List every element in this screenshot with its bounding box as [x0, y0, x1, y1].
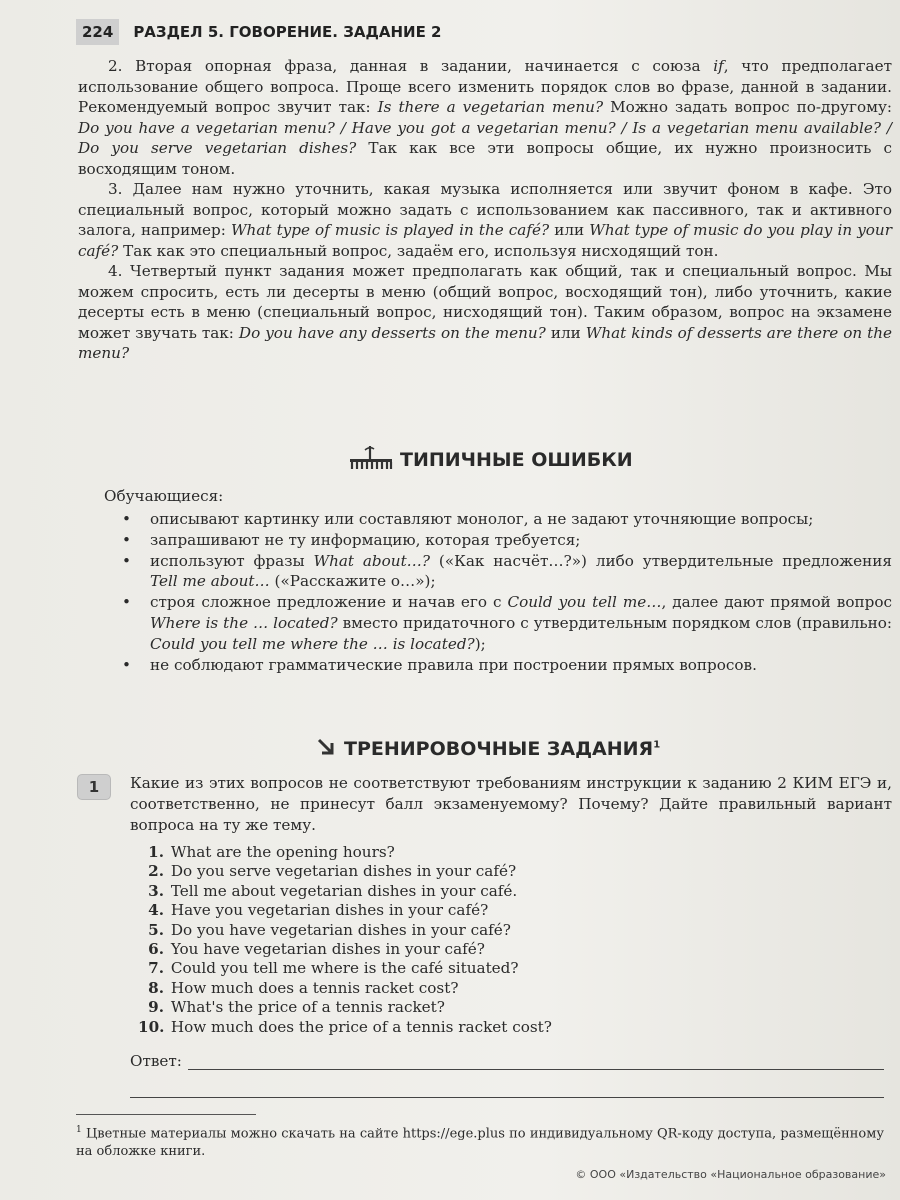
rake-icon	[348, 446, 394, 474]
task-number-badge: 1	[77, 774, 111, 800]
list-item: • описывают картинку или составляют монолог, а не задают уточняющие вопросы;	[122, 510, 814, 528]
mistakes-intro: Обучающиеся:	[104, 487, 224, 505]
list-item: 1. What are the opening hours?	[148, 843, 395, 861]
page-header	[76, 18, 441, 46]
task-instruction: Какие из этих вопросов не соответствуют требованиям инструкции к заданию 2 КИМ ЕГЭ и, соответственно, не принесут балл экзаменуемому? Почему? Дайте правильный вариант вопроса на ту же тему.	[130, 774, 892, 834]
mistakes-list	[118, 509, 892, 675]
answer-line[interactable]	[130, 1097, 884, 1098]
mistakes-title: ТИПИЧНЫЕ ОШИБКИ	[400, 449, 633, 471]
footnote-mark: 1	[653, 739, 661, 751]
list-item: 6. You have vegetarian dishes in your café?	[148, 940, 485, 959]
list-item: 10. How much does the price of a tennis racket cost?	[138, 1017, 552, 1036]
list-item: 9. What's the price of a tennis racket?	[148, 998, 445, 1017]
arrow-down-right-icon	[316, 737, 336, 761]
mistakes-heading	[348, 446, 633, 474]
list-item: 3. Tell me about vegetarian dishes in your café.	[148, 881, 518, 900]
paragraph: 4. Четвертый пункт задания может предполагать как общий, так и специальный вопрос. Мы можем спросить, есть ли десерты в меню (общий вопрос, восходящий тон), либо уточнить, какие десерты есть в меню (специальный вопрос, нисходящий тон). Таким образом, вопрос на экзамене может звучать так: Do you have any desserts on the menu? или What kinds of desserts are there on the menu?	[78, 262, 892, 362]
list-item: • строя сложное предложение и начав его с Could you tell me…, далее дают прямой вопрос Where is the … located? вместо придаточного с утвердительным порядком слов (правильно: Could you tell me where the … is located?);	[122, 593, 892, 653]
answer-label: Ответ:	[130, 1052, 182, 1070]
training-title: ТРЕНИРОВОЧНЫЕ ЗАДАНИЯ$^1$	[344, 738, 661, 760]
list-item: 2. Do you serve vegetarian dishes in your café?	[148, 862, 517, 881]
list-item: • запрашивают не ту информацию, которая требуется;	[122, 530, 581, 549]
page-number: 224	[76, 19, 119, 45]
explanation-text	[78, 56, 892, 364]
footnote: $^1$ Цветные материалы можно скачать на сайте https://ege.plus по индивидуальному QR-коду доступа, размещённому на обложке книги.	[76, 1125, 884, 1160]
training-heading	[316, 737, 660, 761]
list-item: 7. Could you tell me where is the café situated?	[148, 959, 519, 978]
list-item: 8. How much does a tennis racket cost?	[148, 978, 459, 997]
paragraph: 3. Далее нам нужно уточнить, какая музыка исполняется или звучит фоном в кафе. Это специальный вопрос, который можно задать с использованием как пассивного, так и активного залога, например: What type of music is played in the café? или What type of music do you play in your café? Так как это специальный вопрос, задаём его, используя нисходящий тон.	[78, 180, 892, 260]
question-list	[138, 843, 552, 1037]
answer-line[interactable]	[188, 1053, 884, 1070]
list-item: • не соблюдают грамматические правила при построении прямых вопросов.	[122, 655, 757, 674]
list-item: 5. Do you have vegetarian dishes in your café?	[148, 920, 511, 939]
answer-field[interactable]	[130, 1052, 884, 1070]
section-title: РАЗДЕЛ 5. ГОВОРЕНИЕ. ЗАДАНИЕ 2	[133, 23, 442, 41]
copyright: © ООО «Издательство «Национальное образование»	[575, 1168, 886, 1181]
footnote-divider	[76, 1114, 256, 1115]
paragraph: 2. Вторая опорная фраза, данная в задании, начинается с союза if, что предполагает использование общего вопроса. Проще всего изменить порядок слов во фразе, данной в задании. Рекомендуемый вопрос звучит так: Is there a vegetarian menu? Можно задать вопрос по-другому: Do you have a vegetarian menu? / Have you got a vegetarian menu? / Is a vegetarian menu available? / Do you serve vegetarian dishes? Так как все эти вопросы общие, их нужно произносить с восходящим тоном.	[78, 57, 893, 178]
list-item: 4. Have you vegetarian dishes in your café?	[148, 901, 489, 920]
list-item: • используют фразы What about…? («Как насчёт…?») либо утвердительные предложения Tell me about… («Расскажите о…»);	[122, 551, 892, 591]
